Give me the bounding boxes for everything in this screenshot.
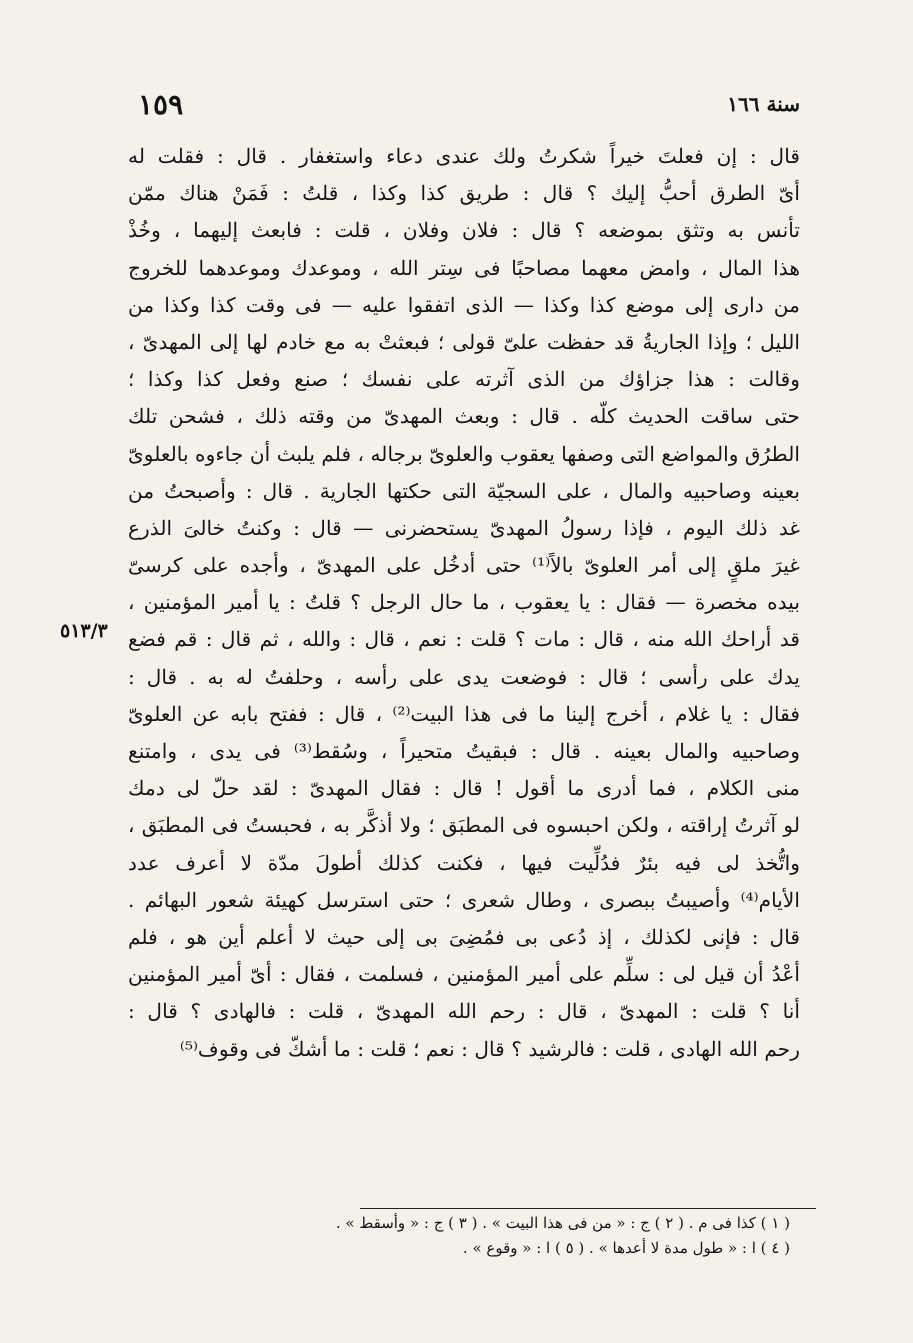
text-line: غيرَ ملقٍ إلى أمر العلوىّ بالاً⁽¹⁾ حتى أدخُل على المهدىّ ، وأجده على كرسىّ [128, 553, 800, 578]
text-line: وقالت : هذا جزاؤك من الذى آثرته على نفسك ؛ صنع وفعل كذا وكذا ؛ [128, 367, 800, 392]
text-line: الأيام⁽⁴⁾ وأصيبتُ ببصرى ، وطال شعرى ؛ حتى استرسل كهيئة شعور البهائم . [128, 887, 800, 912]
text-line: قد أراحك الله منه ، قال : مات ؟ قلت : نعم ، قال : والله ، ثم قال : قم فضع [128, 627, 800, 652]
margin-reference: ٥١٣/٣ [60, 620, 108, 642]
text-line: هذا المال ، وامض معهما مصاحبًا فى سِتر الله ، وموعدك وموعدهما للخروج [128, 255, 800, 280]
body-text [128, 138, 800, 1068]
text-line: فقال : يا غلام ، أخرج إلينا ما فى هذا البيت⁽²⁾ ، قال : ففتح بابه عن العلوىّ [128, 701, 800, 726]
text-line: واتُّخذ لى فيه بئرٌ فدُلِّيت فيها ، فكنت كذلك أطولَ مدّة لا أعرف عدد [128, 850, 800, 875]
text-line: بعينه وصاحبيه والمال ، على السجيّة التى حكتها الجارية . قال : وأصبحتُ من [128, 478, 800, 503]
text-line: من دارى إلى موضع كذا وكذا — الذى اتفقوا عليه — فى وقت كذا وكذا من [128, 292, 800, 317]
footnotes [228, 1211, 790, 1261]
text-line: أنا ؟ قلت : المهدىّ ، قال : رحم الله المهدىّ ، قلت : فالهادى ؟ قال : [128, 999, 800, 1024]
footnote-line: ( ٤ ) ا : « طول مدة لا أعدها » . ( ٥ ) ا : « وقوع » . [462, 1239, 790, 1257]
text-line: الليل ؛ وإذا الجاريةُ قد حفظت علىّ قولى ؛ فبعثتْ به مع خادم لها إلى المهدىّ ، [128, 329, 800, 354]
text-line: أىّ الطرق أحبُّ إليك ؟ قال : طريق كذا وكذا ، قلتُ : فَمَنْ هناك ممّن [128, 181, 800, 206]
text-line: حتى ساقت الحديث كلّه . قال : وبعث المهدىّ من وقته ذلك ، فشحن تلك [128, 404, 800, 429]
running-head: سنة ١٦٦ [727, 92, 800, 116]
text-line: لو آثرتُ إراقته ، ولكن احبسوه فى المطبَق ؛ ولا أذكَّر به ، فحبستُ فى المطبَق ، [128, 813, 800, 838]
text-line: بيده مخصرة — فقال : يا يعقوب ، ما حال الرجل ؟ قلتُ : يا أمير المؤمنين ، [128, 590, 800, 615]
text-line: أعْدُ أن قيل لى : سلِّم على أمير المؤمنين ، فسلمت ، فقال : أىّ أمير المؤمنين [128, 962, 800, 987]
footnote-divider [360, 1208, 816, 1209]
text-line: غد ذلك اليوم ، فإذا رسولُ المهدىّ يستحضرنى — قال : وكنتُ خالىَ الذرع [128, 515, 800, 540]
text-line: رحم الله الهادى ، قلت : فالرشيد ؟ قال : نعم ؛ قلت : ما أشكّ فى وقوف⁽⁵⁾ [179, 1036, 800, 1061]
footnote-line: ( ١ ) كذا فى م . ( ٢ ) ج : « من فى هذا البيت » . ( ٣ ) ج : « وأسقط » . [335, 1214, 790, 1232]
text-line: يدك على رأسى ؛ قال : فوضعت يدى على رأسه ، وحلفتُ له به . قال : [128, 664, 800, 689]
page-header [138, 88, 800, 124]
text-line: قال : إن فعلتَ خيراً شكرتُ ولك عندى دعاء واستغفار . قال : فقلت له [128, 144, 800, 168]
text-line: منى الكلام ، فما أدرى ما أقول ! قال : فقال المهدىّ : لقد حلّ لى دمك [128, 776, 800, 801]
page-number: ١٥٩ [138, 88, 184, 121]
text-line: تأنس به وتثق بموضعه ؟ قال : فلان وفلان ، قلت : فابعث إليهما ، وخُذْ [128, 218, 800, 243]
text-line: الطرُق والمواضع التى وصفها يعقوب والعلوىّ برجاله ، فلم يلبث أن جاءوه بالعلوىّ [128, 441, 800, 466]
text-line: قال : فإنى لكذلك ، إذ دُعى بى فمُضِىَ بى إلى حيث لا أعلم أين هو ، فلم [128, 924, 800, 949]
text-line: وصاحبيه والمال بعينه . قال : فبقيتُ متحيراً ، وسُقط⁽³⁾ فى يدى ، وامتنع [128, 739, 800, 763]
